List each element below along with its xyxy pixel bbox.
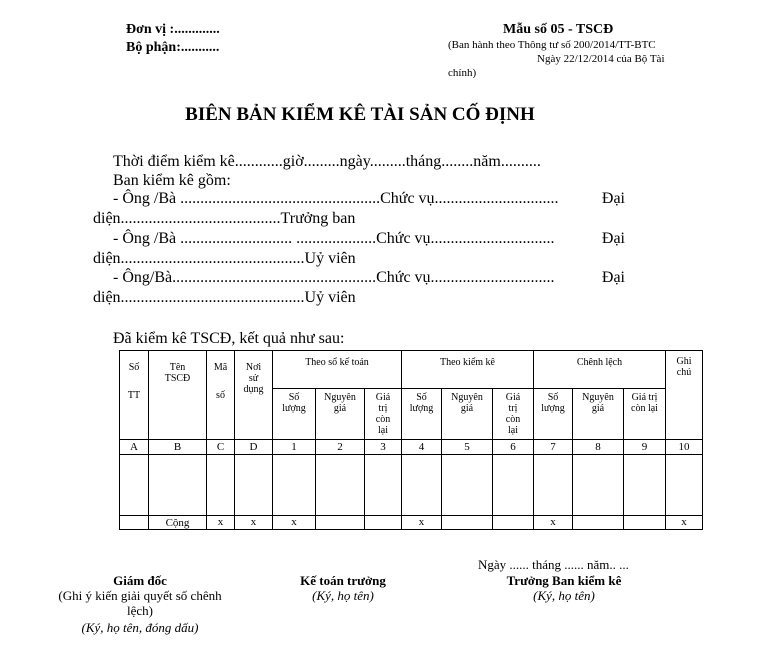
sub-header-text: còn — [505, 414, 521, 425]
member-line-right: Đại — [601, 190, 625, 207]
committee-head-signature-block — [484, 573, 644, 603]
sub-header-text: lại — [378, 425, 388, 436]
col-header-note — [666, 356, 702, 378]
member-line-right: Đại — [601, 269, 625, 286]
col-header-text: số — [216, 390, 225, 401]
group-header-books: Theo sổ kế toán — [305, 357, 369, 368]
issued-by-line: (Ban hành theo Thông tư số 200/2014/TT-BTC — [448, 39, 656, 51]
sub-header-cost — [573, 392, 623, 414]
sub-header-text: còn — [375, 414, 391, 425]
committee-line: Ban kiểm kê gồm: — [113, 172, 231, 189]
col-header-location — [235, 362, 272, 395]
document-title: BIÊN BẢN KIỂM KÊ TÀI SẢN CỐ ĐỊNH — [185, 104, 535, 125]
inventory-time-line: Thời điểm kiểm kê............giờ.........ngày.........tháng........năm.......... — [113, 153, 541, 170]
director-title: Giám đốc — [113, 573, 167, 588]
sub-header-text: lượng — [541, 403, 565, 414]
sub-header-text: giá — [460, 403, 474, 414]
total-label: Cộng — [165, 517, 190, 529]
total-mark: x — [250, 516, 257, 528]
sub-header-text: Giá — [375, 392, 391, 403]
index-cell: 7 — [550, 441, 556, 453]
sub-header-text: Số — [288, 392, 300, 403]
index-cell: D — [249, 441, 258, 453]
col-header-text: Tên — [169, 362, 186, 373]
col-header-text: TSCĐ — [164, 373, 191, 384]
sub-header-text: lượng — [282, 403, 306, 414]
total-mark: x — [681, 516, 687, 528]
member-line-right: Đại — [601, 230, 625, 247]
sub-header-remaining-value — [493, 392, 533, 436]
member-line-continued: diện..............................................Uỷ viên — [93, 250, 356, 267]
col-header-text: Số — [128, 362, 140, 373]
index-cell: 6 — [510, 441, 516, 453]
sub-header-text: Nguyên — [451, 392, 483, 403]
member-line-left: - Ông/Bà...................................................Chức vụ............................... — [113, 269, 555, 286]
total-mark: x — [550, 516, 556, 528]
sub-header-text: lượng — [409, 403, 434, 414]
sub-header-text: còn lại — [631, 403, 658, 414]
member-line-continued: diện..............................................Uỷ viên — [93, 289, 356, 306]
index-cell: C — [216, 441, 225, 453]
col-header-code — [207, 362, 234, 401]
col-header-stt — [120, 362, 148, 401]
sub-header-text: trị — [508, 403, 518, 414]
accountant-sign-note: (Ký, họ tên) — [312, 588, 374, 603]
col-header-text: Ghi — [676, 356, 692, 367]
index-cell: B — [173, 441, 182, 453]
sub-header-cost — [316, 392, 364, 414]
total-mark: x — [291, 516, 297, 528]
col-header-text: Mã — [213, 362, 228, 373]
group-header-difference: Chênh lệch — [576, 357, 623, 368]
total-mark: x — [217, 516, 224, 528]
sub-header-text: Giá — [505, 392, 521, 403]
col-header-asset-name — [149, 362, 206, 384]
sub-header-text: giá — [591, 403, 605, 414]
member-line-left: - Ông /Bà ............................ ....................Chức vụ............................... — [113, 230, 555, 247]
index-cell: 8 — [595, 441, 601, 453]
director-signature-block — [40, 573, 240, 635]
index-cell: 4 — [418, 441, 425, 453]
index-cell: 3 — [380, 441, 386, 453]
col-header-text: TT — [127, 390, 141, 401]
unit-label: Đơn vị :............. — [126, 22, 220, 37]
issued-by-line: Ngày 22/12/2014 của Bộ Tài — [537, 53, 665, 65]
index-cell: 1 — [291, 441, 297, 453]
sub-header-remaining-value — [365, 392, 401, 436]
index-cell: 9 — [641, 441, 648, 453]
sub-header-text: Số — [547, 392, 559, 403]
member-line-continued: diện........................................Trưởng ban — [93, 210, 356, 227]
committee-head-sign-note: (Ký, họ tên) — [533, 588, 595, 603]
sub-header-remaining-value — [624, 392, 665, 414]
sub-header-text: Nguyên — [324, 392, 356, 403]
sub-header-text: Nguyên — [582, 392, 614, 403]
department-label: Bộ phận:........... — [126, 40, 220, 55]
accountant-title: Kế toán trưởng — [300, 573, 386, 588]
member-line-left: - Ông /Bà ..................................................Chức vụ............................... — [113, 190, 559, 207]
form-code: Mẫu số 05 - TSCĐ — [503, 22, 614, 37]
col-header-text: dụng — [243, 384, 264, 395]
col-header-text: Nơi — [245, 362, 262, 373]
sub-header-text: Giá trị — [631, 392, 658, 403]
sub-header-quantity — [534, 392, 572, 414]
accountant-signature-block — [263, 573, 423, 603]
index-cell: A — [130, 441, 138, 453]
committee-head-title: Trưởng Ban kiểm kê — [506, 573, 622, 588]
director-sign-note: (Ký, họ tên, đóng dấu) — [81, 620, 199, 635]
sub-header-text: giá — [333, 403, 347, 414]
index-cell: 10 — [678, 441, 690, 453]
result-intro-line: Đã kiểm kê TSCĐ, kết quả như sau: — [113, 330, 345, 347]
sub-header-quantity — [402, 392, 441, 414]
signature-date-line: Ngày ...... tháng ...... năm.. ... — [478, 557, 629, 572]
index-cell: 5 — [464, 441, 470, 453]
col-header-text: chú — [676, 367, 692, 378]
index-cell: 2 — [337, 441, 343, 453]
sub-header-quantity — [273, 392, 315, 414]
director-note: lệch) — [127, 603, 153, 618]
total-mark: x — [418, 516, 425, 528]
sub-header-text: lại — [508, 425, 518, 436]
group-header-audit: Theo kiểm kê — [440, 357, 495, 368]
sub-header-text: Số — [416, 392, 427, 403]
director-note: (Ghi ý kiến giải quyết số chênh — [58, 588, 222, 603]
col-header-text: sử — [248, 373, 259, 384]
sub-header-text: trị — [378, 403, 388, 414]
issued-by-line: chính) — [448, 67, 477, 79]
sub-header-cost — [442, 392, 492, 414]
